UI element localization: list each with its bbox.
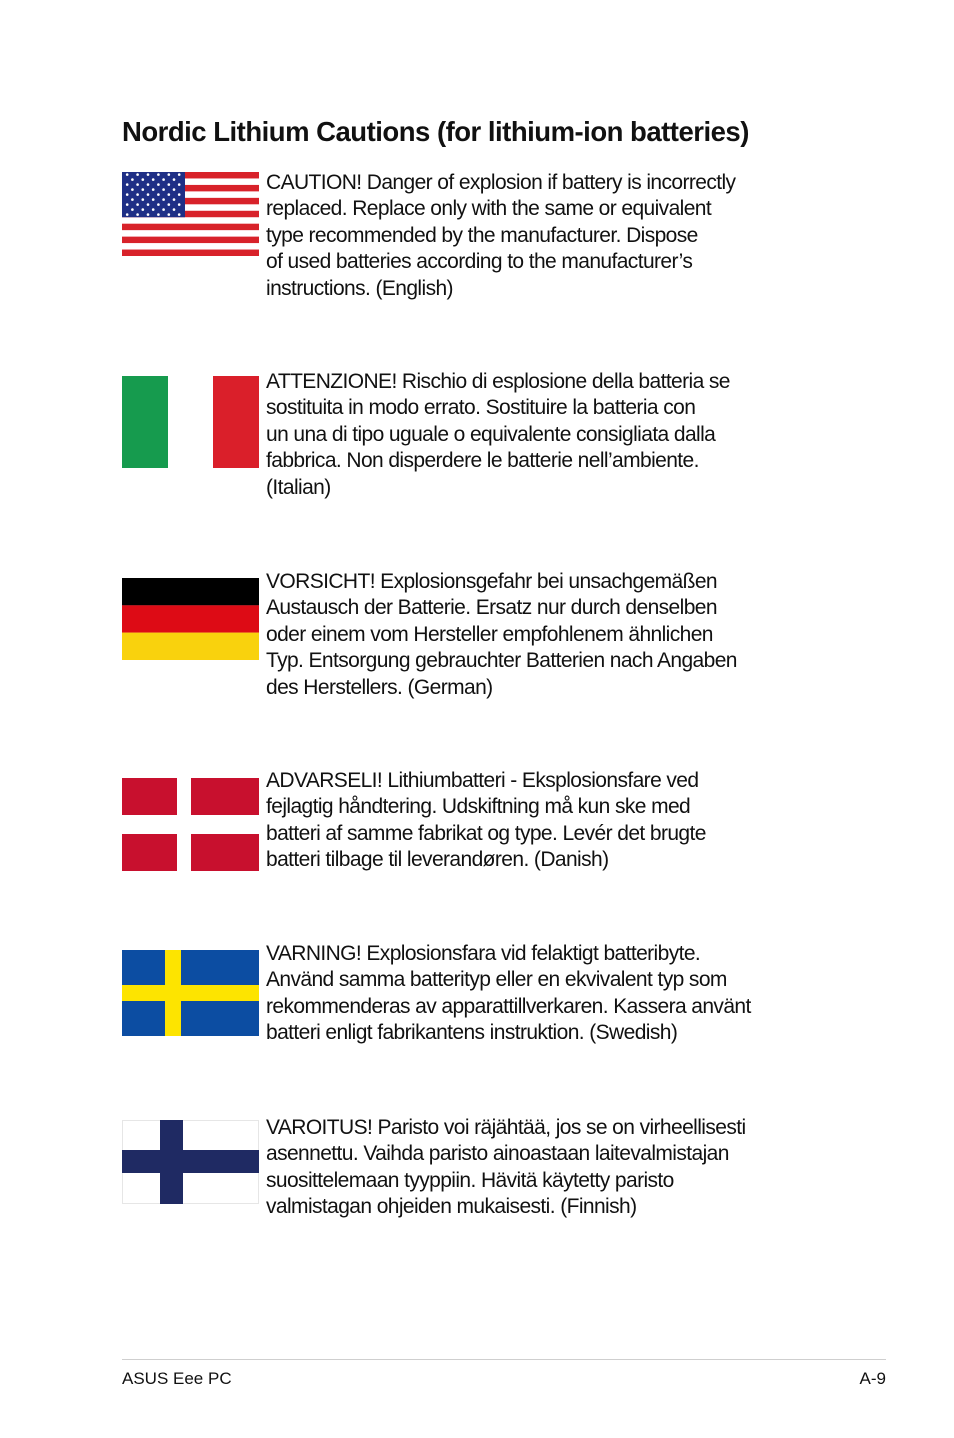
italy-flag [122,376,259,468]
text-line: batteri enligt fabrikantens instruktion. (Swedish) [266,1021,678,1045]
denmark-flag [122,778,259,871]
text-line: (Italian) [266,475,331,499]
caution-text-finnish [266,1115,846,1221]
text-line: valmistagan ohjeiden mukaisesti. (Finnish) [266,1195,637,1219]
text-line: VAROITUS! Paristo voi räjähtää, jos se on virheellisesti [266,1116,746,1139]
finland-flag [122,1120,259,1204]
caution-text-italian [266,369,846,501]
germany-flag [122,578,259,660]
page-number: A-9 [859,1369,886,1388]
footer-product-name: ASUS Eee PC [122,1369,232,1388]
sweden-flag [122,950,259,1036]
caution-text-english [266,170,846,302]
text-line: VARNING! Explosionsfara vid felaktigt batteribyte. [266,942,701,965]
page-title: Nordic Lithium Cautions (for lithium-ion batteries) [122,116,749,147]
text-line: oder einem vom Hersteller empfohlenem ähnlichen [266,622,713,646]
footer-divider [122,1359,886,1360]
text-line: un una di tipo uguale o equivalente consigliata dalla [266,422,716,446]
text-line: fabbrica. Non disperdere le batterie nell’ambiente. [266,449,699,473]
text-line: of used batteries according to the manufacturer’s [266,250,693,274]
text-line: suosittelemaan tyyppiin. Hävitä käytetty paristo [266,1168,674,1192]
text-line: replaced. Replace only with the same or equivalent [266,197,712,221]
caution-text-danish [266,768,846,874]
text-line: batteri af samme fabrikat og type. Levér det brugte [266,821,706,845]
text-line: rekommenderas av apparattillverkaren. Kassera använt [266,994,751,1018]
text-line: asennettu. Vaihda paristo ainoastaan laitevalmistajan [266,1142,729,1166]
caution-text-german [266,569,846,701]
text-line: CAUTION! Danger of explosion if battery is incorrectly [266,171,736,194]
text-line: ATTENZIONE! Rischio di esplosione della batteria se [266,370,730,393]
text-line: type recommended by the manufacturer. Dispose [266,223,698,247]
text-line: batteri tilbage til leverandøren. (Danish) [266,848,609,872]
text-line: Använd samma batterityp eller en ekvivalent typ som [266,968,727,992]
text-line: VORSICHT! Explosionsgefahr bei unsachgemäßen [266,570,718,593]
text-line: fejlagtig håndtering. Udskiftning må kun ske med [266,795,691,819]
text-line: sostituita in modo errato. Sostituire la batteria con [266,396,696,420]
text-line: ADVARSELI! Lithiumbatteri - Eksplosionsfare ved [266,769,699,792]
text-line: Austausch der Batterie. Ersatz nur durch denselben [266,596,717,620]
text-line: Typ. Entsorgung gebrauchter Batterien nach Angaben [266,649,737,673]
text-line: instructions. (English) [266,276,453,300]
text-line: des Herstellers. (German) [266,675,493,699]
caution-text-swedish [266,941,846,1047]
usa-flag [122,172,259,256]
